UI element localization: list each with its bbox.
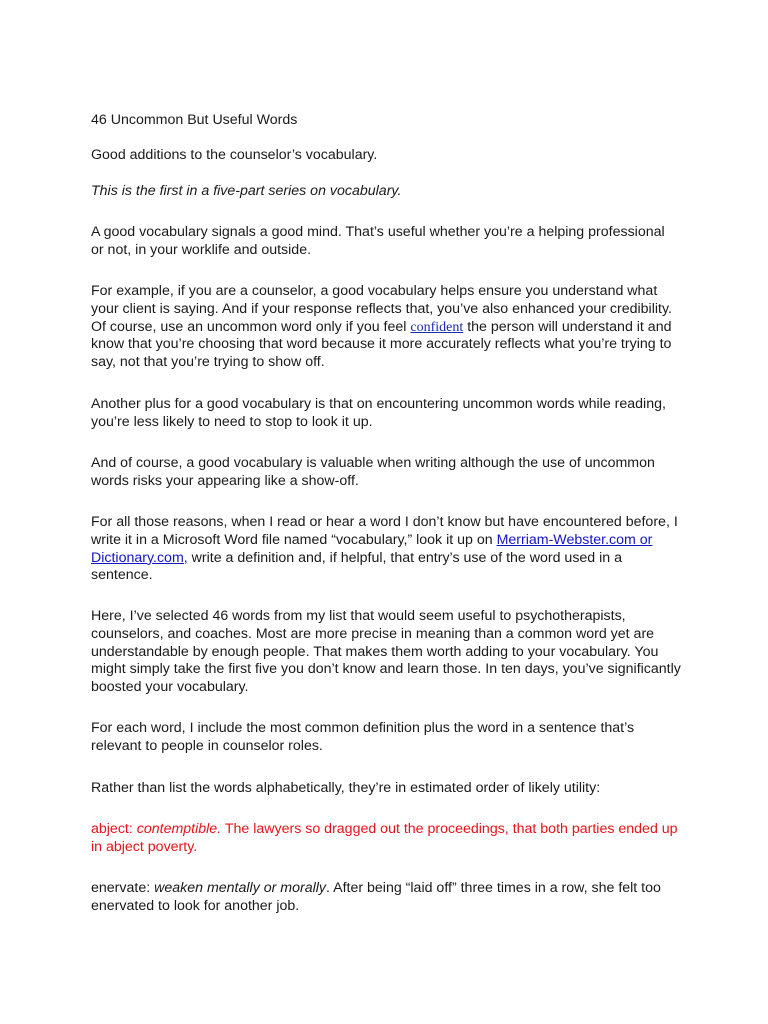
word-entry-abject [91,821,681,857]
document-subtitle: Good additions to the counselor’s vocabulary. [91,147,378,163]
word-sentence: . After being “laid off” three times in a row, she felt too enervated to look for another job. [91,880,661,914]
word-term: abject: [91,821,137,837]
paragraph-reasons-text-1: For all those reasons, when I read or hear a word I don’t know but have encountered before, I write it in a Microsoft Word file named “vocabulary,” look it up on [91,514,678,548]
word-sentence: The lawyers so dragged out the proceedings, that both parties ended up in abject poverty. [91,821,678,855]
paragraph-definitions: For each word, I include the most common definition plus the word in a sentence that’s relevant to people in counselor roles. [91,720,635,754]
paragraph-selection: Here, I’ve selected 46 words from my list that would seem useful to psychotherapists, counselors, and coaches. Most are more precise in meaning than a common word yet are understandable by enough people. That makes them worth adding to your vocabulary. You might simply take the first five you don’t know and learn those. In ten days, you’ve significantly boosted your vocabulary. [91,608,681,696]
word-term: enervate: [91,880,155,896]
dictionary-link[interactable]: Merriam-Webster.com or Dictionary.com, [91,531,653,566]
paragraph-reading: Another plus for a good vocabulary is that on encountering uncommon words while reading, you’re less likely to need to stop to look it up. [91,396,666,430]
paragraph-example [91,283,681,372]
paragraph-writing: And of course, a good vocabulary is valuable when writing although the use of uncommon words risks your appearing like a show-off. [91,455,655,489]
paragraph-order: Rather than list the words alphabetically, they’re in estimated order of likely utility: [91,780,601,796]
document-title: 46 Uncommon But Useful Words [91,112,298,128]
paragraph-intro: A good vocabulary signals a good mind. That’s useful whether you’re a helping professional or not, in your worklife and outside. [91,224,665,258]
word-definition: contemptible. [136,821,222,837]
word-definition: weaken mentally or morally [154,880,327,896]
paragraph-reasons [91,514,681,585]
word-entry-enervate [91,880,681,916]
paragraph-reasons-text-2: write a definition and, if helpful, that entry’s use of the word used in a sentence. [91,549,623,584]
confident-link[interactable]: confident [410,319,464,335]
paragraph-example-text-1: For example, if you are a counselor, a good vocabulary helps ensure you understand what your client is saying. And if your response reflects that, you’ve also enhanced your credibility. Of course, use an uncommon word only if you feel [91,283,672,335]
paragraph-example-text-2: the person will understand it and know that you’re choosing that word because it more accurately reflects what you’re trying to say, not that you’re trying to show off. [91,318,672,371]
series-note: This is the first in a five-part series on vocabulary. [91,183,402,199]
